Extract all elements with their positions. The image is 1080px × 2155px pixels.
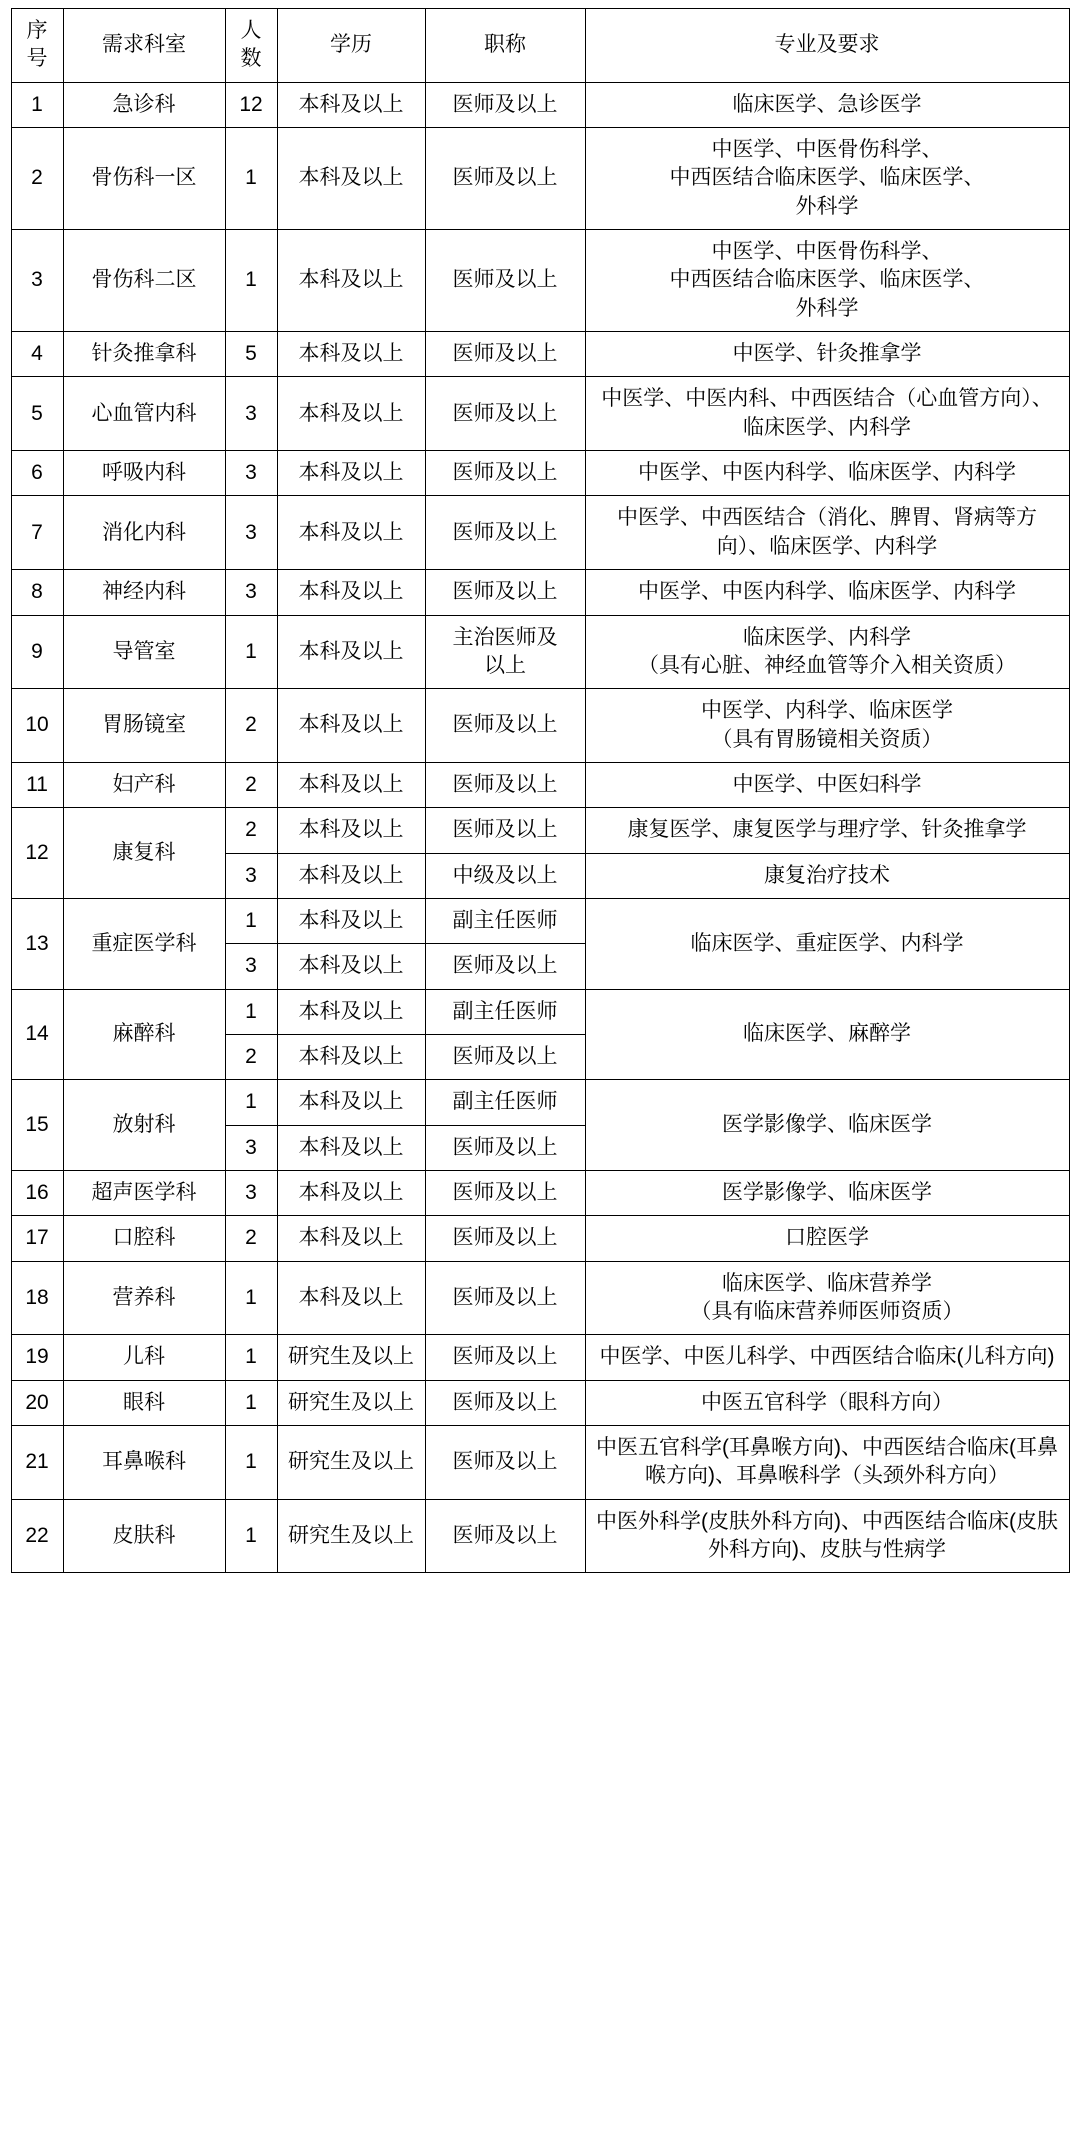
cell-education: 研究生及以上 <box>277 1426 425 1500</box>
cell-no: 1 <box>11 82 63 127</box>
cell-title: 主治医师及 以上 <box>425 615 585 689</box>
table-row <box>11 496 1069 570</box>
cell-no: 11 <box>11 762 63 807</box>
table-row <box>11 808 1069 853</box>
cell-count: 2 <box>225 808 277 853</box>
cell-count: 1 <box>225 989 277 1034</box>
cell-title: 医师及以上 <box>425 1170 585 1215</box>
table-row <box>11 615 1069 689</box>
cell-no: 13 <box>11 898 63 989</box>
cell-education: 本科及以上 <box>277 128 425 230</box>
table-row <box>11 989 1069 1034</box>
table-header <box>11 9 1069 83</box>
cell-title: 医师及以上 <box>425 451 585 496</box>
cell-major: 中医学、中医儿科学、中西医结合临床(儿科方向) <box>585 1335 1069 1380</box>
cell-no: 4 <box>11 332 63 377</box>
cell-major: 中医学、中医内科、中西医结合（心血管方向）、临床医学、内科学 <box>585 377 1069 451</box>
cell-no: 18 <box>11 1261 63 1335</box>
cell-education: 本科及以上 <box>277 1080 425 1125</box>
table-row <box>11 1080 1069 1125</box>
table-row <box>11 1380 1069 1425</box>
cell-education: 本科及以上 <box>277 1125 425 1170</box>
cell-count: 1 <box>225 1380 277 1425</box>
cell-major: 中医学、中医内科学、临床医学、内科学 <box>585 570 1069 615</box>
cell-no: 21 <box>11 1426 63 1500</box>
cell-title: 医师及以上 <box>425 1380 585 1425</box>
cell-title: 医师及以上 <box>425 82 585 127</box>
cell-major: 康复医学、康复医学与理疗学、针灸推拿学 <box>585 808 1069 853</box>
cell-major: 临床医学、重症医学、内科学 <box>585 898 1069 989</box>
cell-education: 本科及以上 <box>277 1216 425 1261</box>
cell-major: 中医学、针灸推拿学 <box>585 332 1069 377</box>
cell-no: 3 <box>11 230 63 332</box>
cell-education: 研究生及以上 <box>277 1380 425 1425</box>
cell-major: 康复治疗技术 <box>585 853 1069 898</box>
cell-major: 中医外科学(皮肤外科方向)、中西医结合临床(皮肤外科方向)、皮肤与性病学 <box>585 1499 1069 1573</box>
table-row <box>11 1426 1069 1500</box>
cell-title: 医师及以上 <box>425 377 585 451</box>
cell-education: 本科及以上 <box>277 377 425 451</box>
cell-count: 3 <box>225 496 277 570</box>
cell-title: 医师及以上 <box>425 808 585 853</box>
cell-title: 医师及以上 <box>425 230 585 332</box>
cell-no: 17 <box>11 1216 63 1261</box>
cell-count: 1 <box>225 230 277 332</box>
cell-count: 2 <box>225 1034 277 1079</box>
cell-no: 9 <box>11 615 63 689</box>
cell-count: 3 <box>225 944 277 989</box>
cell-department: 骨伤科一区 <box>63 128 225 230</box>
cell-count: 1 <box>225 128 277 230</box>
cell-count: 2 <box>225 762 277 807</box>
cell-title: 医师及以上 <box>425 762 585 807</box>
cell-education: 本科及以上 <box>277 853 425 898</box>
cell-no: 8 <box>11 570 63 615</box>
cell-major: 临床医学、内科学 （具有心脏、神经血管等介入相关资质） <box>585 615 1069 689</box>
column-header-major: 专业及要求 <box>585 9 1069 83</box>
cell-title: 副主任医师 <box>425 898 585 943</box>
cell-major: 口腔医学 <box>585 1216 1069 1261</box>
cell-title: 医师及以上 <box>425 1335 585 1380</box>
cell-education: 本科及以上 <box>277 82 425 127</box>
cell-count: 1 <box>225 898 277 943</box>
cell-education: 本科及以上 <box>277 570 425 615</box>
table-row <box>11 332 1069 377</box>
cell-department: 皮肤科 <box>63 1499 225 1573</box>
cell-title: 医师及以上 <box>425 689 585 763</box>
cell-count: 12 <box>225 82 277 127</box>
cell-department: 针灸推拿科 <box>63 332 225 377</box>
cell-count: 1 <box>225 1426 277 1500</box>
cell-education: 本科及以上 <box>277 496 425 570</box>
cell-title: 医师及以上 <box>425 332 585 377</box>
cell-title: 医师及以上 <box>425 1499 585 1573</box>
table-row <box>11 1499 1069 1573</box>
cell-no: 15 <box>11 1080 63 1171</box>
cell-education: 本科及以上 <box>277 989 425 1034</box>
cell-no: 7 <box>11 496 63 570</box>
cell-title: 医师及以上 <box>425 128 585 230</box>
table-row <box>11 1170 1069 1215</box>
cell-major: 中医学、中医骨伤科学、 中西医结合临床医学、临床医学、 外科学 <box>585 230 1069 332</box>
cell-count: 3 <box>225 570 277 615</box>
cell-department: 急诊科 <box>63 82 225 127</box>
cell-major: 中医学、中西医结合（消化、脾胃、肾病等方向）、临床医学、内科学 <box>585 496 1069 570</box>
table-row <box>11 898 1069 943</box>
cell-department: 儿科 <box>63 1335 225 1380</box>
cell-count: 1 <box>225 1335 277 1380</box>
cell-count: 1 <box>225 1080 277 1125</box>
column-header-title: 职称 <box>425 9 585 83</box>
cell-title: 医师及以上 <box>425 496 585 570</box>
cell-education: 本科及以上 <box>277 898 425 943</box>
cell-education: 本科及以上 <box>277 808 425 853</box>
cell-no: 14 <box>11 989 63 1080</box>
table-row <box>11 451 1069 496</box>
cell-education: 本科及以上 <box>277 762 425 807</box>
table-row <box>11 1335 1069 1380</box>
cell-education: 研究生及以上 <box>277 1335 425 1380</box>
cell-department: 心血管内科 <box>63 377 225 451</box>
cell-no: 22 <box>11 1499 63 1573</box>
cell-title: 医师及以上 <box>425 1034 585 1079</box>
cell-count: 3 <box>225 853 277 898</box>
cell-education: 本科及以上 <box>277 230 425 332</box>
recruitment-requirements-table <box>11 8 1070 1573</box>
cell-title: 中级及以上 <box>425 853 585 898</box>
cell-department: 神经内科 <box>63 570 225 615</box>
cell-department: 重症医学科 <box>63 898 225 989</box>
cell-major: 中医五官科学（眼科方向） <box>585 1380 1069 1425</box>
cell-department: 导管室 <box>63 615 225 689</box>
cell-no: 20 <box>11 1380 63 1425</box>
cell-no: 6 <box>11 451 63 496</box>
cell-title: 医师及以上 <box>425 1261 585 1335</box>
cell-count: 3 <box>225 377 277 451</box>
cell-title: 医师及以上 <box>425 570 585 615</box>
cell-count: 3 <box>225 1125 277 1170</box>
table-header-row <box>11 9 1069 83</box>
table-row <box>11 1216 1069 1261</box>
cell-department: 胃肠镜室 <box>63 689 225 763</box>
column-header-department: 需求科室 <box>63 9 225 83</box>
cell-count: 5 <box>225 332 277 377</box>
cell-education: 本科及以上 <box>277 451 425 496</box>
cell-no: 5 <box>11 377 63 451</box>
cell-count: 2 <box>225 1216 277 1261</box>
table-body <box>11 82 1069 1573</box>
cell-major: 临床医学、急诊医学 <box>585 82 1069 127</box>
cell-title: 医师及以上 <box>425 1426 585 1500</box>
column-header-education: 学历 <box>277 9 425 83</box>
cell-no: 2 <box>11 128 63 230</box>
table-row <box>11 377 1069 451</box>
cell-education: 本科及以上 <box>277 1261 425 1335</box>
column-header-no: 序 号 <box>11 9 63 83</box>
cell-department: 口腔科 <box>63 1216 225 1261</box>
cell-count: 3 <box>225 1170 277 1215</box>
cell-count: 2 <box>225 689 277 763</box>
table-row <box>11 82 1069 127</box>
cell-education: 研究生及以上 <box>277 1499 425 1573</box>
cell-major: 中医五官科学(耳鼻喉方向)、中西医结合临床(耳鼻喉方向)、耳鼻喉科学（头颈外科方向） <box>585 1426 1069 1500</box>
table-row <box>11 128 1069 230</box>
cell-no: 19 <box>11 1335 63 1380</box>
cell-education: 本科及以上 <box>277 615 425 689</box>
cell-title: 医师及以上 <box>425 1216 585 1261</box>
cell-education: 本科及以上 <box>277 689 425 763</box>
cell-department: 眼科 <box>63 1380 225 1425</box>
cell-department: 妇产科 <box>63 762 225 807</box>
table-row <box>11 570 1069 615</box>
cell-major: 中医学、中医内科学、临床医学、内科学 <box>585 451 1069 496</box>
cell-count: 1 <box>225 1261 277 1335</box>
cell-major: 临床医学、临床营养学 （具有临床营养师医师资质） <box>585 1261 1069 1335</box>
cell-department: 超声医学科 <box>63 1170 225 1215</box>
cell-department: 放射科 <box>63 1080 225 1171</box>
cell-title: 副主任医师 <box>425 989 585 1034</box>
cell-department: 消化内科 <box>63 496 225 570</box>
table-row <box>11 762 1069 807</box>
cell-major: 中医学、中医骨伤科学、 中西医结合临床医学、临床医学、 外科学 <box>585 128 1069 230</box>
table-row <box>11 1261 1069 1335</box>
cell-title: 医师及以上 <box>425 944 585 989</box>
cell-education: 本科及以上 <box>277 1170 425 1215</box>
cell-department: 康复科 <box>63 808 225 899</box>
cell-no: 10 <box>11 689 63 763</box>
cell-count: 3 <box>225 451 277 496</box>
cell-major: 临床医学、麻醉学 <box>585 989 1069 1080</box>
cell-no: 12 <box>11 808 63 899</box>
cell-count: 1 <box>225 1499 277 1573</box>
cell-major: 医学影像学、临床医学 <box>585 1080 1069 1171</box>
table-row <box>11 230 1069 332</box>
column-header-count: 人 数 <box>225 9 277 83</box>
cell-education: 本科及以上 <box>277 944 425 989</box>
cell-department: 呼吸内科 <box>63 451 225 496</box>
cell-education: 本科及以上 <box>277 332 425 377</box>
cell-major: 中医学、中医妇科学 <box>585 762 1069 807</box>
cell-title: 副主任医师 <box>425 1080 585 1125</box>
cell-no: 16 <box>11 1170 63 1215</box>
cell-education: 本科及以上 <box>277 1034 425 1079</box>
cell-department: 营养科 <box>63 1261 225 1335</box>
cell-major: 中医学、内科学、临床医学 （具有胃肠镜相关资质） <box>585 689 1069 763</box>
table-row <box>11 689 1069 763</box>
cell-count: 1 <box>225 615 277 689</box>
cell-department: 骨伤科二区 <box>63 230 225 332</box>
cell-title: 医师及以上 <box>425 1125 585 1170</box>
cell-department: 麻醉科 <box>63 989 225 1080</box>
cell-major: 医学影像学、临床医学 <box>585 1170 1069 1215</box>
cell-department: 耳鼻喉科 <box>63 1426 225 1500</box>
